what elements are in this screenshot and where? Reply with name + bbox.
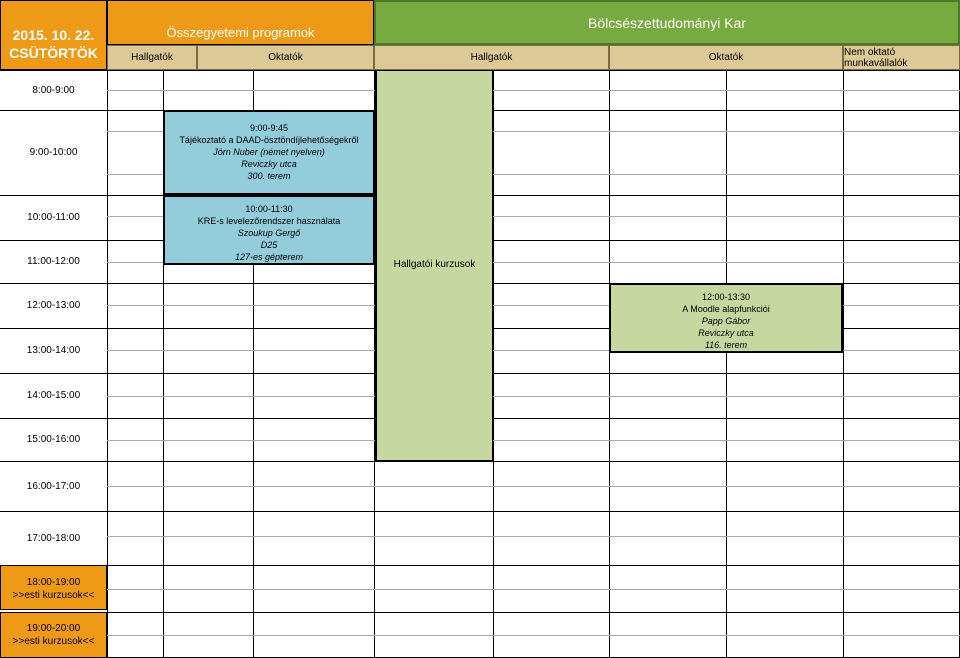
- time-label: 17:00-18:00: [26, 532, 81, 544]
- time-label: 10:00-11:00: [27, 212, 80, 223]
- university-programs-header: Összegyetemi programok: [107, 0, 374, 45]
- column-header: Hallgatók: [107, 45, 197, 70]
- time-label: 9:00-10:00: [29, 147, 78, 158]
- grid-hline: [0, 461, 960, 462]
- time-label: 12:00-13:00: [26, 300, 81, 311]
- time-label: 8:00-9:00: [32, 84, 75, 96]
- grid-hline-minor: [107, 486, 960, 487]
- column-header: Nem oktató munkavállalók: [843, 45, 960, 70]
- grid-hline: [0, 565, 960, 566]
- event-kre-mail[interactable]: 10:00-11:30 KRE-s levelezőrendszer használata Szoukup Gergő D25 127-es gépterem: [163, 195, 375, 265]
- grid-hline-minor: [107, 396, 960, 397]
- time-label: 16:00-17:00: [26, 480, 81, 492]
- grid-hline-minor: [107, 90, 960, 91]
- column-header: Oktatók: [197, 45, 374, 70]
- evening-time-label: 19:00-20:00 >>esti kurzusok<<: [12, 623, 95, 647]
- grid-vline: [493, 70, 494, 658]
- event-daad[interactable]: 9:00-9:45 Tájékoztató a DAAD-ösztöndíjlehetőségekről Jörn Nuber (német nyelven) Reviczky utca 300. terem: [163, 110, 375, 195]
- date: 2015. 10. 22.: [12, 27, 95, 43]
- grid-hline: [0, 612, 960, 613]
- weekday: CSÜTÖRTÖK: [9, 45, 98, 61]
- grid-vline: [107, 70, 108, 658]
- grid-hline-minor: [107, 440, 960, 441]
- grid-vline: [609, 70, 610, 658]
- date-header: [0, 0, 107, 70]
- event-student-courses[interactable]: Hallgatói kurzusok: [375, 70, 493, 461]
- column-header: Hallgatók: [374, 45, 609, 70]
- faculty-header: Bölcsészettudományi Kar: [374, 0, 960, 45]
- grid-hline-minor: [107, 536, 960, 537]
- column-header: Oktatók: [609, 45, 843, 70]
- time-label: 13:00-14:00: [26, 345, 81, 356]
- time-label: 15:00-16:00: [26, 434, 81, 445]
- grid-hline-minor: [107, 635, 960, 636]
- time-label: 11:00-12:00: [27, 256, 80, 267]
- time-label: 14:00-15:00: [26, 390, 81, 401]
- event-moodle[interactable]: 12:00-13:30 A Moodle alapfunkciói Papp Gábor Reviczky utca 116. terem: [609, 283, 843, 353]
- evening-time-label: 18:00-19:00 >>esti kurzusok<<: [12, 576, 95, 601]
- grid-hline-minor: [107, 589, 960, 590]
- grid-hline: [0, 511, 960, 512]
- grid-vline: [843, 70, 844, 658]
- grid-vline: [726, 70, 727, 658]
